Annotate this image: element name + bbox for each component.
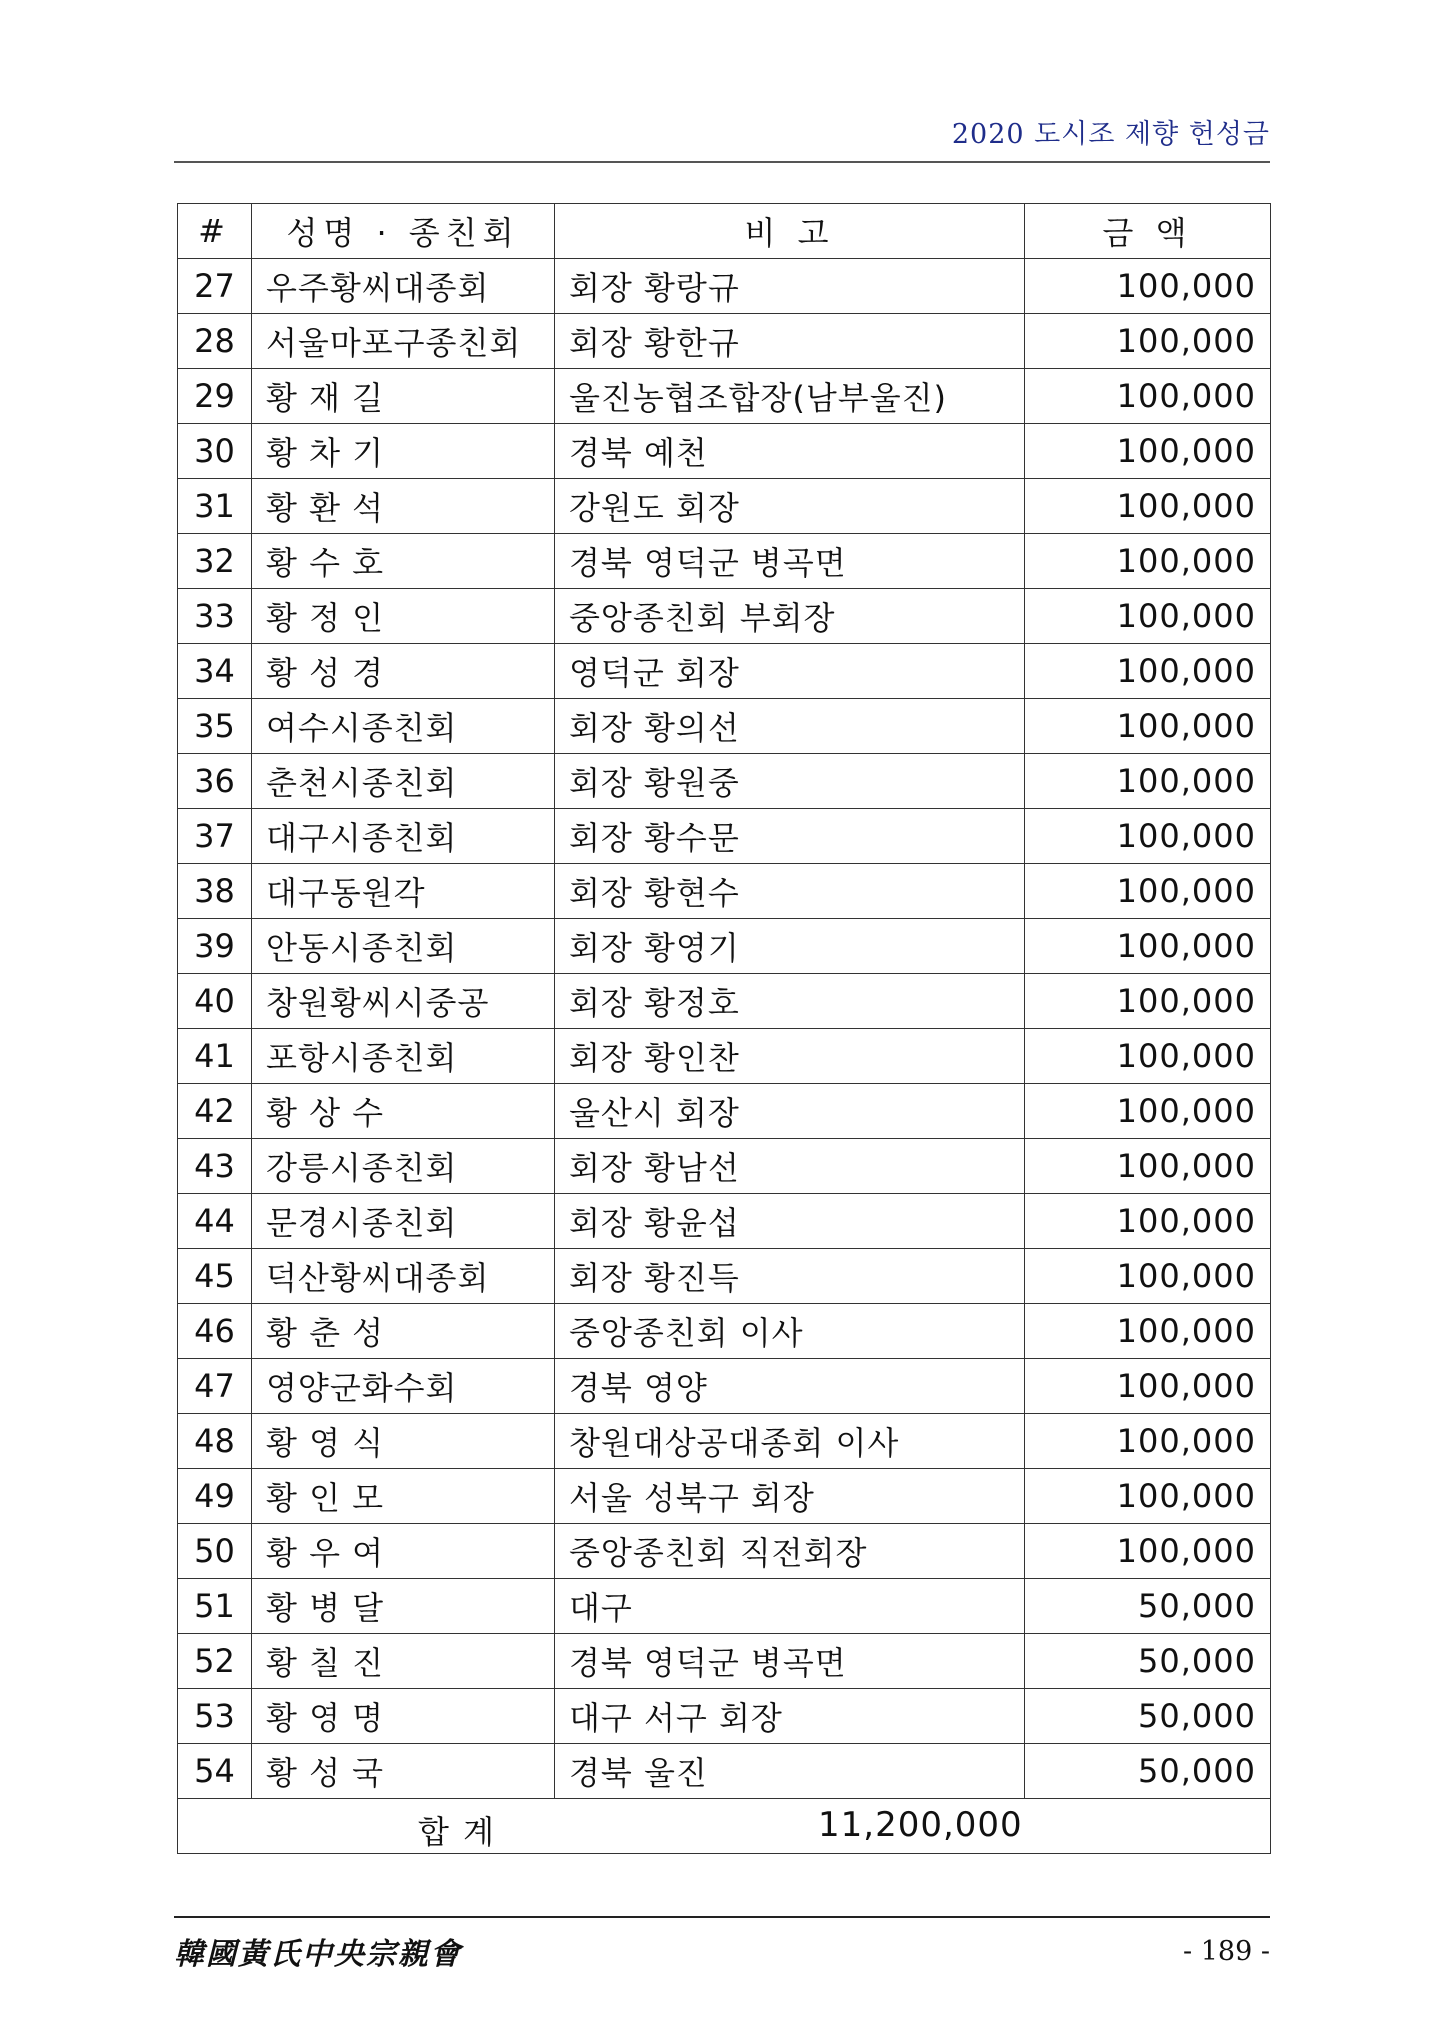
donation-amount: 50,000 [1025,1634,1271,1689]
donor-name: 황 병 달 [252,1579,555,1634]
donation-amount: 100,000 [1025,589,1271,644]
row-number: 39 [178,919,252,974]
donation-amount: 100,000 [1025,369,1271,424]
table-row [178,1744,1271,1799]
donor-name: 창원황씨시중공 [252,974,555,1029]
donor-name: 황 영 식 [252,1414,555,1469]
donation-amount: 100,000 [1025,699,1271,754]
table-row [178,369,1271,424]
row-number: 43 [178,1139,252,1194]
donor-note: 경북 예천 [555,424,1025,479]
organization-logo: 韓國黃氏中央宗親會 [174,1937,462,1972]
donation-amount: 100,000 [1025,754,1271,809]
donor-name: 여수시종친회 [252,699,555,754]
donor-name: 덕산황씨대종회 [252,1249,555,1304]
donation-amount: 100,000 [1025,1414,1271,1469]
total-row [178,1799,1271,1854]
donor-note: 회장 황의선 [555,699,1025,754]
row-number: 45 [178,1249,252,1304]
donor-name: 황 재 길 [252,369,555,424]
donor-name: 포항시종친회 [252,1029,555,1084]
total-cell [178,1799,1271,1854]
donor-note: 회장 황랑규 [555,259,1025,314]
header-rule [174,161,1270,163]
donor-note: 경북 영양 [555,1359,1025,1414]
row-number: 34 [178,644,252,699]
row-number: 40 [178,974,252,1029]
row-number: 49 [178,1469,252,1524]
donation-amount: 100,000 [1025,1249,1271,1304]
donor-note: 중앙종친회 부회장 [555,589,1025,644]
donation-amount: 100,000 [1025,1029,1271,1084]
table-row [178,864,1271,919]
table-row [178,919,1271,974]
donor-note: 회장 황윤섭 [555,1194,1025,1249]
donor-note: 회장 황원중 [555,754,1025,809]
donor-name: 황 성 국 [252,1744,555,1799]
table-row [178,644,1271,699]
donor-name: 황 성 경 [252,644,555,699]
donor-name: 황 정 인 [252,589,555,644]
table-body [178,259,1271,1799]
donation-table [177,203,1271,1854]
table-row [178,1634,1271,1689]
donation-amount: 100,000 [1025,1359,1271,1414]
donor-name: 강릉시종친회 [252,1139,555,1194]
donation-amount: 100,000 [1025,534,1271,589]
donor-name: 문경시종친회 [252,1194,555,1249]
row-number: 35 [178,699,252,754]
donor-note: 중앙종친회 이사 [555,1304,1025,1359]
total-label: 합 계 [418,1813,496,1851]
donor-name: 우주황씨대종회 [252,259,555,314]
footer-rule [174,1916,1270,1918]
donor-note: 대구 서구 회장 [555,1689,1025,1744]
row-number: 29 [178,369,252,424]
table-row [178,259,1271,314]
row-number: 32 [178,534,252,589]
donation-amount: 100,000 [1025,314,1271,369]
table-row [178,974,1271,1029]
row-number: 51 [178,1579,252,1634]
donation-amount: 100,000 [1025,974,1271,1029]
donation-amount: 100,000 [1025,1524,1271,1579]
row-number: 37 [178,809,252,864]
row-number: 42 [178,1084,252,1139]
table-row [178,314,1271,369]
row-number: 31 [178,479,252,534]
donor-name: 안동시종친회 [252,919,555,974]
row-number: 38 [178,864,252,919]
donor-name: 대구동원각 [252,864,555,919]
table-row [178,754,1271,809]
table-row [178,1139,1271,1194]
donor-note: 경북 울진 [555,1744,1025,1799]
donor-name: 황 인 모 [252,1469,555,1524]
table-row [178,1524,1271,1579]
donor-name: 황 상 수 [252,1084,555,1139]
row-number: 41 [178,1029,252,1084]
donor-note: 영덕군 회장 [555,644,1025,699]
donation-amount: 50,000 [1025,1689,1271,1744]
running-header: 2020 도시조 제향 헌성금 [951,119,1270,150]
donor-note: 울산시 회장 [555,1084,1025,1139]
table-row [178,424,1271,479]
donor-name: 황 수 호 [252,534,555,589]
row-number: 50 [178,1524,252,1579]
donor-name: 황 차 기 [252,424,555,479]
row-number: 33 [178,589,252,644]
table-row [178,1249,1271,1304]
table-row [178,1194,1271,1249]
table-row [178,699,1271,754]
row-number: 27 [178,259,252,314]
table-row [178,1414,1271,1469]
table-row [178,1359,1271,1414]
donor-note: 회장 황현수 [555,864,1025,919]
table-header-row [178,204,1271,259]
column-header-amount: 금 액 [1025,204,1271,259]
donor-note: 회장 황진득 [555,1249,1025,1304]
total-value: 11,200,000 [818,1805,1023,1845]
row-number: 53 [178,1689,252,1744]
donation-amount: 50,000 [1025,1744,1271,1799]
row-number: 46 [178,1304,252,1359]
donation-amount: 100,000 [1025,644,1271,699]
donor-note: 중앙종친회 직전회장 [555,1524,1025,1579]
donation-amount: 100,000 [1025,424,1271,479]
table-row [178,1579,1271,1634]
donation-amount: 100,000 [1025,1469,1271,1524]
table-row [178,809,1271,864]
column-header-number: # [178,204,252,259]
donor-name: 황 우 여 [252,1524,555,1579]
column-header-note: 비 고 [555,204,1025,259]
table-row [178,589,1271,644]
donor-name: 황 춘 성 [252,1304,555,1359]
donation-amount: 100,000 [1025,1139,1271,1194]
row-number: 30 [178,424,252,479]
row-number: 44 [178,1194,252,1249]
donation-amount: 100,000 [1025,809,1271,864]
donation-amount: 100,000 [1025,864,1271,919]
donor-name: 춘천시종친회 [252,754,555,809]
donor-note: 경북 영덕군 병곡면 [555,1634,1025,1689]
table-row [178,1469,1271,1524]
row-number: 48 [178,1414,252,1469]
row-number: 28 [178,314,252,369]
table-row [178,1689,1271,1744]
donor-name: 서울마포구종친회 [252,314,555,369]
donation-amount: 50,000 [1025,1579,1271,1634]
row-number: 47 [178,1359,252,1414]
donor-name: 황 칠 진 [252,1634,555,1689]
row-number: 54 [178,1744,252,1799]
donor-note: 회장 황정호 [555,974,1025,1029]
donation-amount: 100,000 [1025,259,1271,314]
donor-name: 대구시종친회 [252,809,555,864]
table-row [178,479,1271,534]
table-row [178,1084,1271,1139]
donor-note: 회장 황인찬 [555,1029,1025,1084]
donor-note: 대구 [555,1579,1025,1634]
page-number: - 189 - [1183,1936,1270,1967]
donor-note: 회장 황남선 [555,1139,1025,1194]
donor-note: 창원대상공대종회 이사 [555,1414,1025,1469]
donor-note: 경북 영덕군 병곡면 [555,534,1025,589]
donor-name: 영양군화수회 [252,1359,555,1414]
donation-amount: 100,000 [1025,1304,1271,1359]
donor-note: 서울 성북구 회장 [555,1469,1025,1524]
donor-note: 울진농협조합장(남부울진) [555,369,1025,424]
donor-note: 회장 황영기 [555,919,1025,974]
donation-amount: 100,000 [1025,1084,1271,1139]
donor-note: 강원도 회장 [555,479,1025,534]
donor-name: 황 환 석 [252,479,555,534]
donation-amount: 100,000 [1025,1194,1271,1249]
row-number: 36 [178,754,252,809]
table-row [178,534,1271,589]
donor-note: 회장 황수문 [555,809,1025,864]
donor-name: 황 영 명 [252,1689,555,1744]
column-header-name: 성명 · 종친회 [252,204,555,259]
donor-note: 회장 황한규 [555,314,1025,369]
table-row [178,1029,1271,1084]
donation-amount: 100,000 [1025,919,1271,974]
donation-amount: 100,000 [1025,479,1271,534]
table-row [178,1304,1271,1359]
row-number: 52 [178,1634,252,1689]
